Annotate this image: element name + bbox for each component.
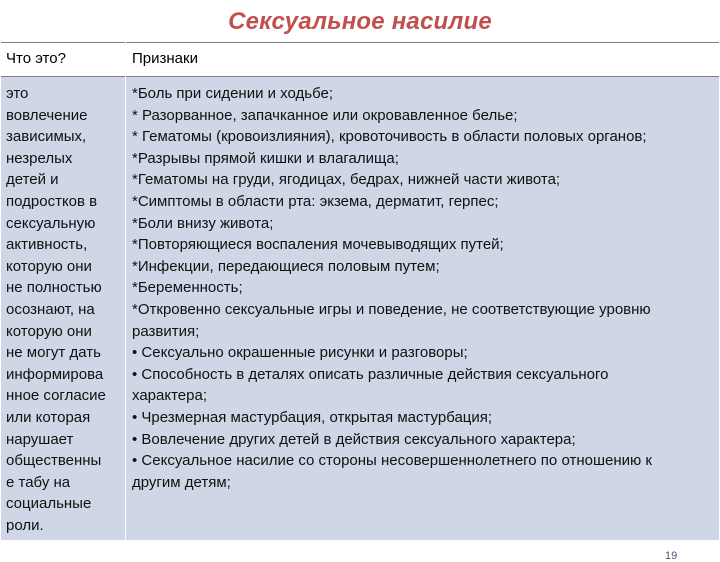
definition-line: социальные: [6, 495, 92, 513]
sign-item: • Чрезмерная мастурбация, открытая мастурбация;: [132, 408, 493, 426]
table-header-row: [1, 42, 719, 77]
sign-item: *Беременность;: [132, 279, 243, 297]
definition-line: это: [6, 85, 29, 102]
definition-line: осознают, на: [6, 300, 95, 318]
sign-item: характера;: [132, 387, 207, 405]
definition-line: нарушает: [6, 430, 74, 448]
header-signs: Признаки: [132, 50, 198, 67]
sign-item: *Боль при сидении и ходьбе;: [132, 85, 334, 102]
definition-line: роли.: [6, 516, 44, 534]
definition-line: вовлечение: [6, 106, 88, 124]
definition-line: или которая: [6, 408, 91, 426]
sign-item: развития;: [132, 322, 200, 340]
sign-item: *Повторяющиеся воспаления мочевыводящих путей;: [132, 236, 504, 254]
definition-line: общественны: [6, 452, 102, 470]
sign-item: *Откровенно сексуальные игры и поведение, не соответствующие уровню: [132, 300, 651, 318]
sign-item: * Разорванное, запачканное или окровавленное белье;: [132, 106, 518, 124]
definition-line: не полностью: [6, 279, 102, 297]
sign-item: • Способность в деталях описать различные действия сексуального: [132, 365, 609, 383]
definition-line: которую они: [6, 322, 92, 340]
definition-line: зависимых,: [6, 128, 87, 146]
definition-line: нное согласие: [6, 387, 106, 405]
slide-title: Сексуальное насилие: [228, 8, 492, 35]
sign-item: *Гематомы на груди, ягодицах, бедрах, нижней части живота;: [132, 171, 561, 189]
sign-item: * Гематомы (кровоизлияния), кровоточивость в области половых органов;: [132, 128, 647, 146]
definition-cell: [6, 83, 124, 536]
definition-line: информирова: [6, 365, 104, 383]
header-what-is-it: Что это?: [6, 50, 66, 67]
sign-item: другим детям;: [132, 473, 231, 491]
sign-item: *Инфекции, передающиеся половым путем;: [132, 257, 440, 275]
column-divider: [125, 42, 126, 540]
definition-line: которую они: [6, 257, 92, 275]
definition-line: незрелых: [6, 149, 73, 167]
definition-line: е табу на: [6, 473, 71, 491]
definition-line: детей и: [6, 171, 59, 189]
sign-item: • Сексуально окрашенные рисунки и разговоры;: [132, 344, 468, 362]
signs-table: [0, 42, 720, 562]
sign-item: • Сексуальное насилие со стороны несовершеннолетнего по отношению к: [132, 452, 652, 470]
definition-line: сексуальную: [6, 214, 96, 232]
definition-line: активность,: [6, 236, 88, 254]
page-number: 19: [665, 550, 678, 562]
definition-line: подростков в: [6, 192, 98, 210]
signs-list: [132, 83, 717, 493]
sign-item: • Вовлечение других детей в действия сексуального характера;: [132, 430, 576, 448]
sign-item: *Разрывы прямой кишки и влагалища;: [132, 149, 399, 167]
sign-item: *Симптомы в области рта: экзема, дерматит, герпес;: [132, 192, 499, 210]
definition-line: не могут дать: [6, 344, 101, 362]
sign-item: *Боли внизу живота;: [132, 214, 274, 232]
